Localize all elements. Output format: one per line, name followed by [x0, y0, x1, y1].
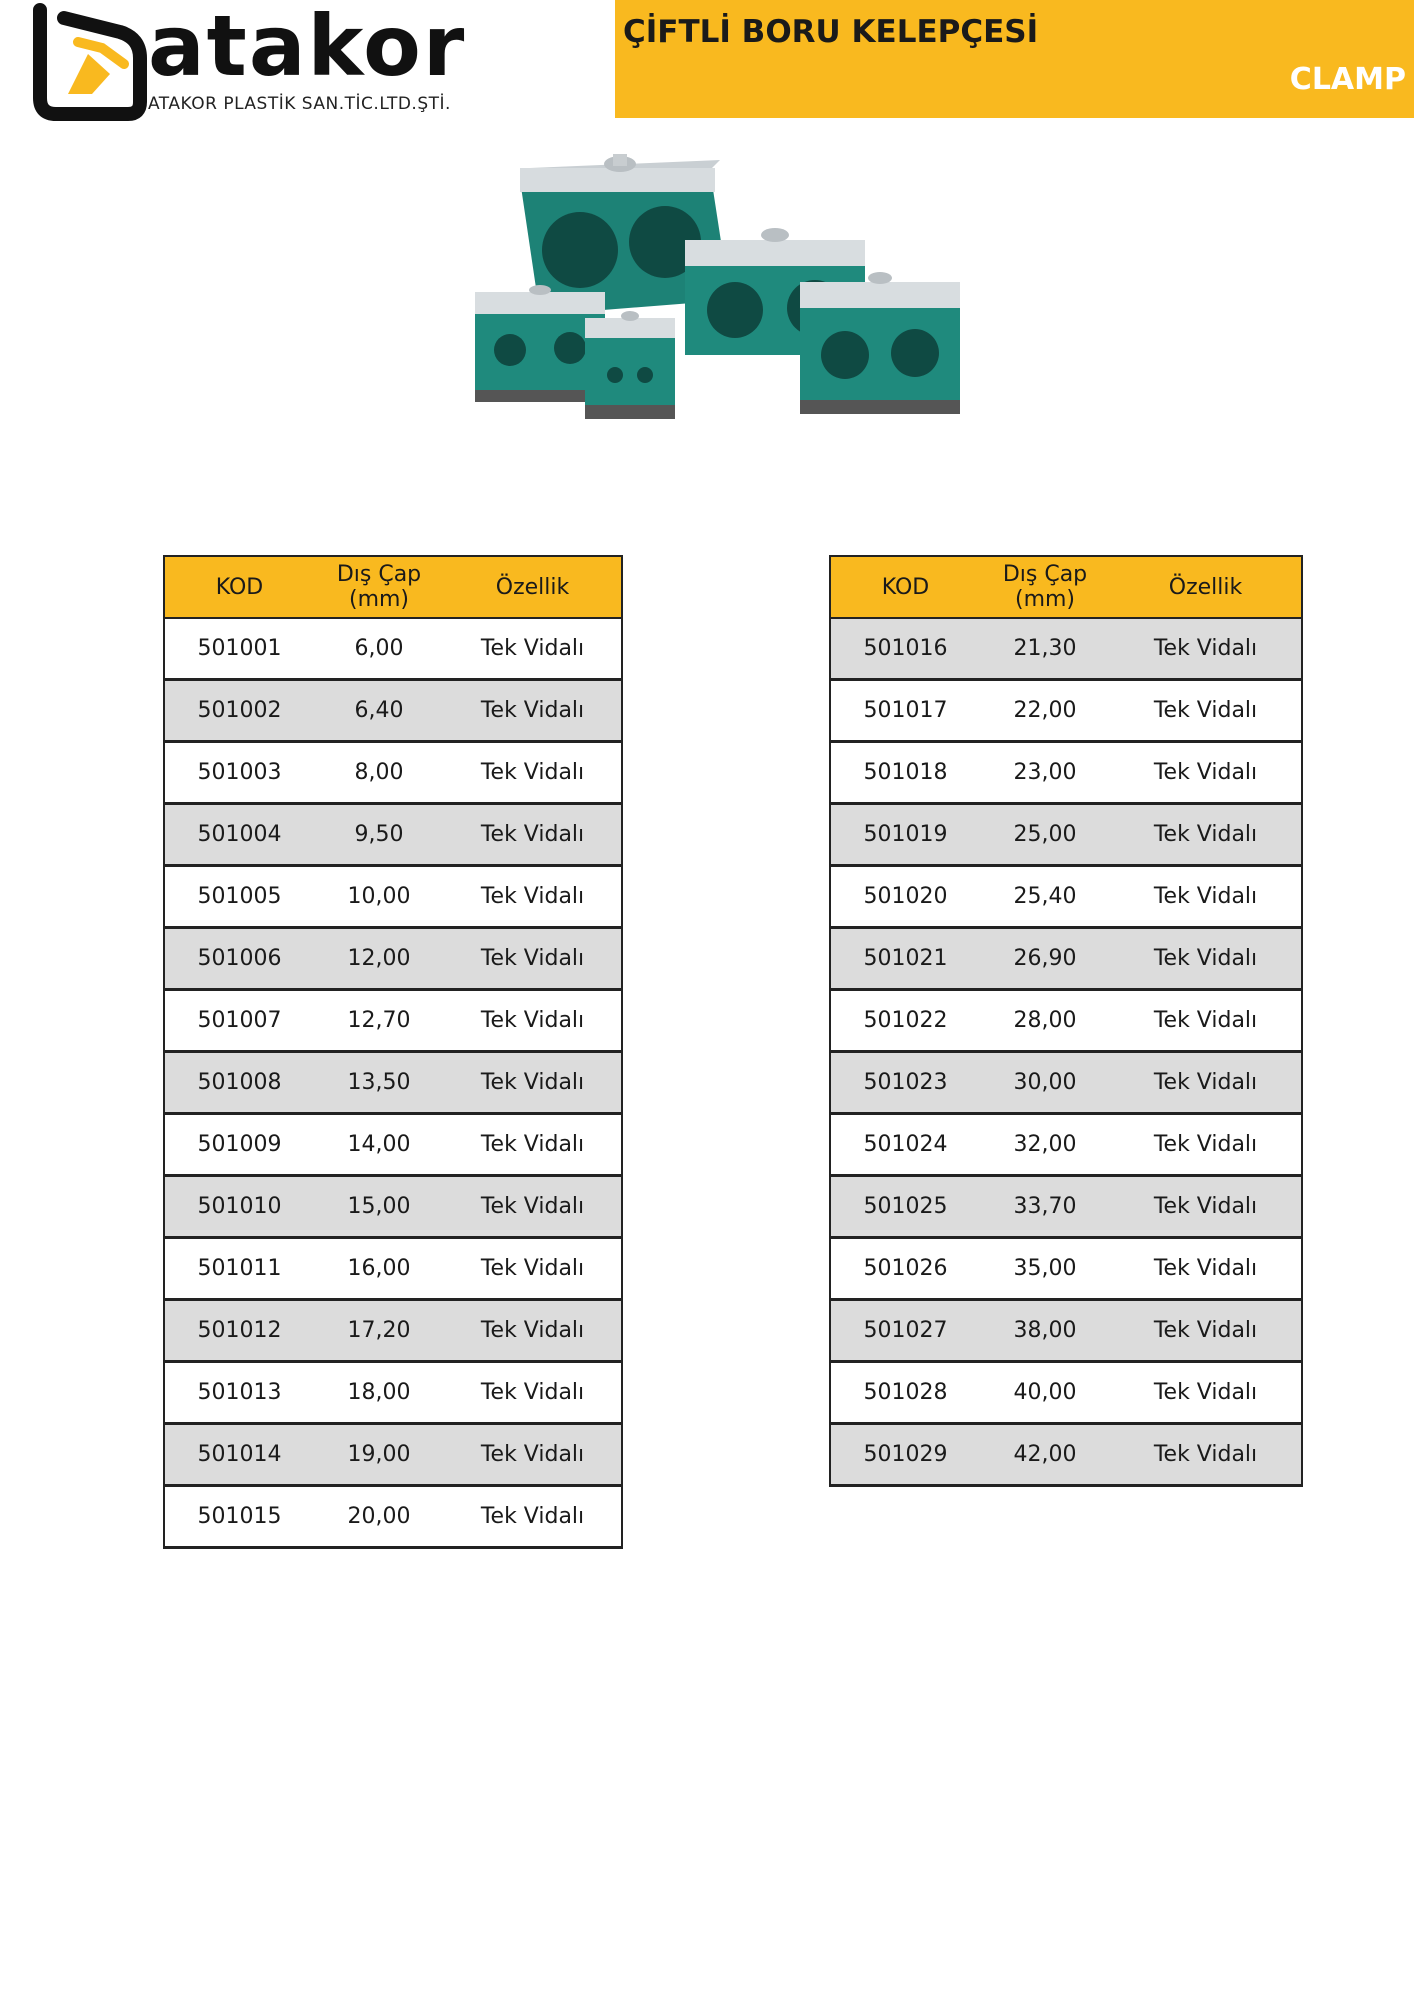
- table-row: [164, 1114, 622, 1176]
- clamp-table-left: [163, 555, 623, 1549]
- cell-ozellik: Tek Vidalı: [1110, 618, 1302, 680]
- cell-kod: 501008: [164, 1052, 314, 1114]
- cell-kod: 501006: [164, 928, 314, 990]
- cell-dis-cap: 14,00: [314, 1114, 444, 1176]
- cell-dis-cap: 42,00: [980, 1424, 1110, 1486]
- table-row: [830, 1238, 1302, 1300]
- cell-kod: 501007: [164, 990, 314, 1052]
- cell-kod: 501016: [830, 618, 980, 680]
- table-row: [164, 804, 622, 866]
- table-row: [830, 1052, 1302, 1114]
- cell-kod: 501027: [830, 1300, 980, 1362]
- cell-kod: 501004: [164, 804, 314, 866]
- cell-ozellik: Tek Vidalı: [444, 1486, 622, 1548]
- column-header-ozellik: Özellik: [1110, 556, 1302, 618]
- cell-kod: 501015: [164, 1486, 314, 1548]
- table-header-row: [164, 556, 622, 618]
- cell-kod: 501020: [830, 866, 980, 928]
- cell-kod: 501029: [830, 1424, 980, 1486]
- cell-dis-cap: 28,00: [980, 990, 1110, 1052]
- cell-ozellik: Tek Vidalı: [444, 1300, 622, 1362]
- table-row: [164, 680, 622, 742]
- cell-dis-cap: 20,00: [314, 1486, 444, 1548]
- table-row: [830, 1114, 1302, 1176]
- cell-dis-cap: 21,30: [980, 618, 1110, 680]
- cell-kod: 501023: [830, 1052, 980, 1114]
- cell-ozellik: Tek Vidalı: [1110, 1176, 1302, 1238]
- table-row: [164, 1300, 622, 1362]
- cell-dis-cap: 13,50: [314, 1052, 444, 1114]
- clamp-right-illustration: [800, 272, 960, 414]
- atakor-logo-icon: [28, 2, 148, 122]
- cell-kod: 501026: [830, 1238, 980, 1300]
- company-name: ATAKOR PLASTİK SAN.TİC.LTD.ŞTİ.: [148, 94, 451, 114]
- cell-kod: 501012: [164, 1300, 314, 1362]
- cell-dis-cap: 10,00: [314, 866, 444, 928]
- cell-kod: 501022: [830, 990, 980, 1052]
- cell-ozellik: Tek Vidalı: [1110, 804, 1302, 866]
- cell-ozellik: Tek Vidalı: [1110, 928, 1302, 990]
- cell-ozellik: Tek Vidalı: [1110, 1362, 1302, 1424]
- table-row: [830, 1300, 1302, 1362]
- column-header-kod: KOD: [830, 556, 980, 618]
- cell-dis-cap: 15,00: [314, 1176, 444, 1238]
- table-row: [830, 1362, 1302, 1424]
- page-title: ÇİFTLİ BORU KELEPÇESİ: [623, 14, 1039, 50]
- column-header-dis-cap: Dış Çap (mm): [314, 556, 444, 618]
- cell-ozellik: Tek Vidalı: [444, 1176, 622, 1238]
- cell-dis-cap: 35,00: [980, 1238, 1110, 1300]
- cell-dis-cap: 25,00: [980, 804, 1110, 866]
- cell-ozellik: Tek Vidalı: [444, 1424, 622, 1486]
- table-row: [164, 1362, 622, 1424]
- header-band: [615, 0, 1414, 118]
- cell-ozellik: Tek Vidalı: [444, 866, 622, 928]
- page-subtitle: CLAMP: [1289, 62, 1406, 97]
- table-row: [164, 1052, 622, 1114]
- cell-dis-cap: 38,00: [980, 1300, 1110, 1362]
- table-row: [164, 742, 622, 804]
- brand-wordmark: atakor: [148, 0, 467, 95]
- cell-kod: 501017: [830, 680, 980, 742]
- cell-dis-cap: 18,00: [314, 1362, 444, 1424]
- column-header-dis-cap: Dış Çap (mm): [980, 556, 1110, 618]
- table-row: [164, 990, 622, 1052]
- cell-kod: 501010: [164, 1176, 314, 1238]
- table-row: [830, 1424, 1302, 1486]
- cell-kod: 501024: [830, 1114, 980, 1176]
- cell-kod: 501009: [164, 1114, 314, 1176]
- clamp-product-image: [470, 150, 990, 460]
- cell-kod: 501014: [164, 1424, 314, 1486]
- table-row: [164, 618, 622, 680]
- cell-ozellik: Tek Vidalı: [1110, 1052, 1302, 1114]
- cell-ozellik: Tek Vidalı: [444, 1362, 622, 1424]
- table-row: [830, 804, 1302, 866]
- cell-kod: 501019: [830, 804, 980, 866]
- cell-dis-cap: 26,90: [980, 928, 1110, 990]
- cell-kod: 501013: [164, 1362, 314, 1424]
- cell-dis-cap: 6,00: [314, 618, 444, 680]
- table-row: [830, 990, 1302, 1052]
- cell-ozellik: Tek Vidalı: [444, 618, 622, 680]
- table-row: [830, 1176, 1302, 1238]
- cell-dis-cap: 6,40: [314, 680, 444, 742]
- cell-dis-cap: 17,20: [314, 1300, 444, 1362]
- table-header-row: [830, 556, 1302, 618]
- cell-ozellik: Tek Vidalı: [444, 1114, 622, 1176]
- cell-ozellik: Tek Vidalı: [444, 1238, 622, 1300]
- clamp-table-right: [829, 555, 1303, 1487]
- cell-ozellik: Tek Vidalı: [1110, 1424, 1302, 1486]
- table-row: [830, 866, 1302, 928]
- cell-dis-cap: 32,00: [980, 1114, 1110, 1176]
- column-header-ozellik: Özellik: [444, 556, 622, 618]
- cell-kod: 501003: [164, 742, 314, 804]
- cell-dis-cap: 25,40: [980, 866, 1110, 928]
- cell-ozellik: Tek Vidalı: [1110, 1238, 1302, 1300]
- table-row: [164, 866, 622, 928]
- cell-ozellik: Tek Vidalı: [444, 928, 622, 990]
- cell-dis-cap: 12,70: [314, 990, 444, 1052]
- cell-kod: 501025: [830, 1176, 980, 1238]
- cell-kod: 501018: [830, 742, 980, 804]
- cell-ozellik: Tek Vidalı: [1110, 866, 1302, 928]
- table-row: [830, 680, 1302, 742]
- clamp-tiny-illustration: [585, 311, 675, 419]
- table-row: [164, 1176, 622, 1238]
- table-row: [164, 1238, 622, 1300]
- cell-dis-cap: 40,00: [980, 1362, 1110, 1424]
- cell-ozellik: Tek Vidalı: [444, 742, 622, 804]
- cell-kod: 501002: [164, 680, 314, 742]
- table-row: [830, 618, 1302, 680]
- table-row: [164, 1486, 622, 1548]
- table-row: [830, 928, 1302, 990]
- table-row: [830, 742, 1302, 804]
- cell-dis-cap: 8,00: [314, 742, 444, 804]
- cell-ozellik: Tek Vidalı: [444, 1052, 622, 1114]
- cell-dis-cap: 16,00: [314, 1238, 444, 1300]
- cell-ozellik: Tek Vidalı: [1110, 680, 1302, 742]
- cell-dis-cap: 12,00: [314, 928, 444, 990]
- cell-ozellik: Tek Vidalı: [444, 990, 622, 1052]
- cell-ozellik: Tek Vidalı: [1110, 990, 1302, 1052]
- cell-dis-cap: 9,50: [314, 804, 444, 866]
- brand-logo: [28, 2, 468, 122]
- cell-ozellik: Tek Vidalı: [1110, 1114, 1302, 1176]
- cell-ozellik: Tek Vidalı: [444, 680, 622, 742]
- cell-kod: 501021: [830, 928, 980, 990]
- column-header-kod: KOD: [164, 556, 314, 618]
- cell-dis-cap: 23,00: [980, 742, 1110, 804]
- cell-dis-cap: 33,70: [980, 1176, 1110, 1238]
- cell-ozellik: Tek Vidalı: [444, 804, 622, 866]
- table-row: [164, 928, 622, 990]
- cell-dis-cap: 30,00: [980, 1052, 1110, 1114]
- cell-kod: 501001: [164, 618, 314, 680]
- cell-ozellik: Tek Vidalı: [1110, 742, 1302, 804]
- cell-kod: 501028: [830, 1362, 980, 1424]
- cell-dis-cap: 22,00: [980, 680, 1110, 742]
- cell-dis-cap: 19,00: [314, 1424, 444, 1486]
- cell-kod: 501011: [164, 1238, 314, 1300]
- table-row: [164, 1424, 622, 1486]
- cell-kod: 501005: [164, 866, 314, 928]
- cell-ozellik: Tek Vidalı: [1110, 1300, 1302, 1362]
